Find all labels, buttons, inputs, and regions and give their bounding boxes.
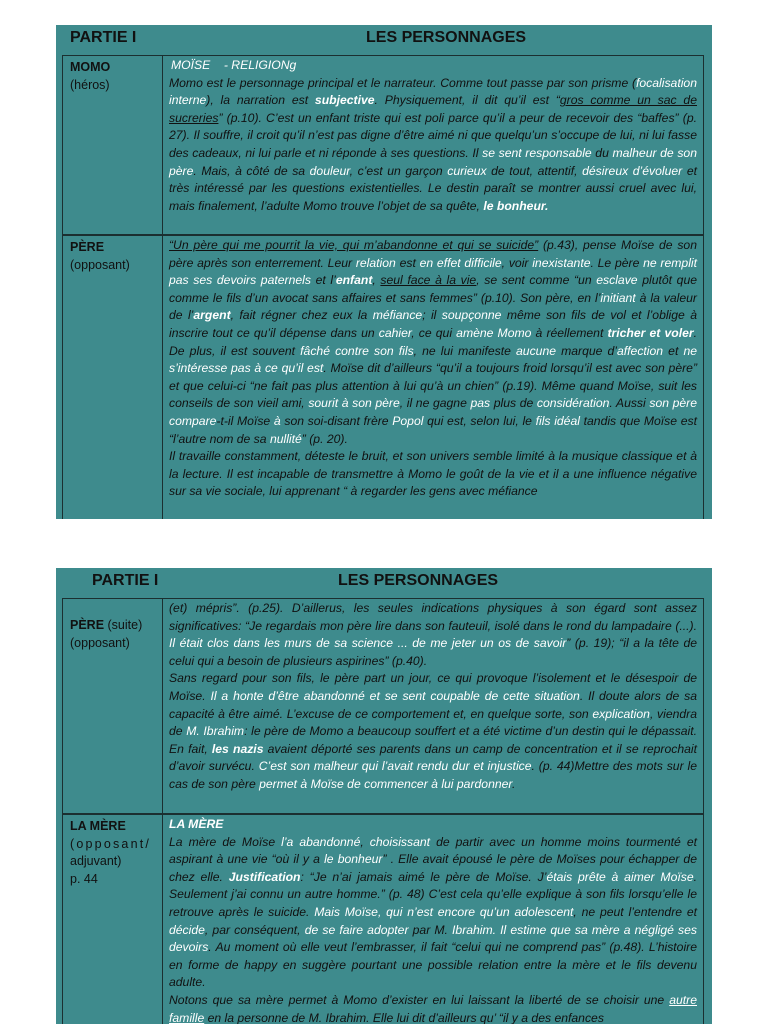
page-title: LES PERSONNAGES <box>338 572 499 589</box>
character-name: MOMO <box>70 60 111 74</box>
description-paragraph: Il travaille constamment, déteste le bruit, et son univers semble limité à la musique classique et à la lecture. Il est incapable de transmettre à Momo le goût de la vie et il a une influence négative sur sa vie sociale, lui apprenant “ à regarder les gens avec méfiance <box>169 449 697 499</box>
character-role: (opposant) <box>70 635 130 650</box>
description-heading: MOÏSE - RELIGIONg <box>171 58 297 72</box>
description-paragraph: Notons que sa mère permet à Momo d’exister en lui laissant la liberté de se choisir une autre famille en la personne de M. Ibrahim. Elle lui dit d’ailleurs qu’ “il y a des enfances <box>169 992 697 1024</box>
page-title: LES PERSONNAGES <box>366 29 527 46</box>
character-role: (opposant/ <box>70 836 152 851</box>
description-paragraph: Sans regard pour son fils, le père part un jour, ce qui provoque l’isolement et le désespoir de Moïse. Il a honte d’être abandonné et se sent coupable de cette situation. Il doute alors de sa capacité à être aimé. L’excuse de ce comportement et, en quelque sorte, son explication, viendra de M. Ibrahim: le père de Momo a beaucoup souffert et a été victime d’un destin qui le dépassait. En fait, les nazis avaient déporté ses parents dans un camp de concentration et il se reprochait d’avoir survécu. C’est son malheur qui l’avait rendu dur et injustice. (p. 44)Mettre des mots sur le cas de son père permet à Moïse de commencer à lui pardonner. <box>169 671 698 791</box>
character-description <box>163 815 703 1024</box>
character-row-mere <box>62 814 704 1024</box>
character-label-cell <box>63 815 163 1024</box>
character-row-pere <box>62 235 704 519</box>
character-description <box>163 599 703 794</box>
character-name: PÈRE (suite) <box>70 618 143 632</box>
character-role: (héros) <box>70 77 110 92</box>
description-paragraph: “Un père qui me pourrit la vie, qui m’abandonne et qui se suicide” (p.43), pense Moïse de son père après son enterrement. Leur relation est en effet difficile, voir inexistante. Le père ne remplit pas ses devoirs paternels et l’enfant, seul face à la vie, se sent comme “un esclave plutôt que comme le fils d’un avocat sans affaires et sans femmes” (p.10). Son père, en l’initiant à la valeur de l’argent, fait régner chez eux la méfiance; il soupçonne même son fils de vol et l’oblige à inscrire tout ce qu’il dépense dans un cahier, ce qui amène Momo à réellement tricher et voler. De plus, il est souvent fâché contre son fils, ne lui manifeste aucune marque d’affection et ne s’intéresse pas à ce qu’il est. Moïse dit d’ailleurs “qu’il a toujours froid lorsqu’il est avec son père” et que celui-ci “ne fait pas plus attention à lui qu’à un chien” (p.19). Même quand Moïse, suit les conseils de son vieil ami, sourit à son père, il ne gagne pas plus de considération. Aussi son père compare-t-il Moïse à son soi-disant frère Popol qui est, selon lui, le fils idéal tandis que Moïse est “l’autre nom de sa nullité” (p. 20). <box>169 238 698 446</box>
character-role-continued: adjuvant) <box>70 854 122 868</box>
character-row-pere-suite <box>62 598 704 814</box>
document-sheet-2 <box>56 568 712 1024</box>
description-paragraph: Momo est le personnage principal et le narrateur. Comme tout passe par son prisme (focalisation interne), la narration est subjective. Physiquement, il dit qu’il est “gros comme un sac de sucreries” (p.10). C’est un enfant triste qui est poli parce qu’il a peur de recevoir des “baffes” (p. 27). Il souffre, il croit qu’il n’est pas digne d’être aimé ni que quelqu’un s’occupe de lui, ni lui fasse des cadeaux, ni lui parle et ni réponde à ses questions. Il se sent responsable du malheur de son père. Mais, à côté de sa douleur, c’est un garçon curieux de tout, attentif, désireux d’évoluer et très intéressé par les questions existentielles. Le destin paraît se montrer aussi cruel avec lui, mais finalement, l’adulte Momo trouve l’objet de sa quête, le bonheur. <box>169 75 697 213</box>
document-sheet-1 <box>56 25 712 519</box>
sheet-header <box>56 568 712 598</box>
character-row-momo <box>62 55 704 235</box>
page-reference: p. 44 <box>70 871 98 886</box>
character-role: (opposant) <box>70 257 130 272</box>
description-paragraph: La mère de Moïse l’a abandonné, choisissant de partir avec un homme moins tourmenté et aspirant à une vie “où il y a le bonheur” . Elle avait épousé le père de Moïses pour échapper de chez elle. Justification: “Je n’ai jamais aimé le père de Moïse. J’étais prête à aimer Moïse. Seulement j’ai connu un autre homme.” (p. 48) C’est cela qu’elle explique à son fils lorsqu’elle le retrouve après le suicide. Mais Moïse, qui n’est encore qu’un adolescent, ne peut l’entendre et décide, par conséquent, de se faire adopter par M. Ibrahim. Il estime que sa mère a négligé ses devoirs. Au moment où elle veut l’embrasser, il fait “celui qui ne comprend pas” (p.48). L’histoire en forme de happy en suggère pourtant une possible relation entre la mère et le fils devenu adulte. <box>169 834 697 990</box>
character-label-cell <box>63 599 163 813</box>
section-label: PARTIE I <box>70 29 137 46</box>
character-label-cell <box>63 56 163 234</box>
character-description <box>163 56 703 215</box>
sheet-header <box>56 25 712 55</box>
character-name: PÈRE <box>70 240 105 254</box>
section-label: PARTIE I <box>92 572 159 589</box>
description-paragraph: (et) mépris”. (p.25). D’aillerus, les seules indications physiques à son égard sont assez significatives: “Je regardais mon père lire dans son fauteuil, isolé dans le rond du lampadaire (...). Il était clos dans les murs de sa science ... de me jeter un os de savoir” (p. 19); “il a la tête de celui qui a besoin de plusieurs aspirines” (p.40). <box>169 601 698 668</box>
character-label-cell <box>63 236 163 519</box>
character-description <box>163 236 703 501</box>
description-heading: LA MÈRE <box>169 817 224 831</box>
character-name: LA MÈRE <box>70 819 126 833</box>
